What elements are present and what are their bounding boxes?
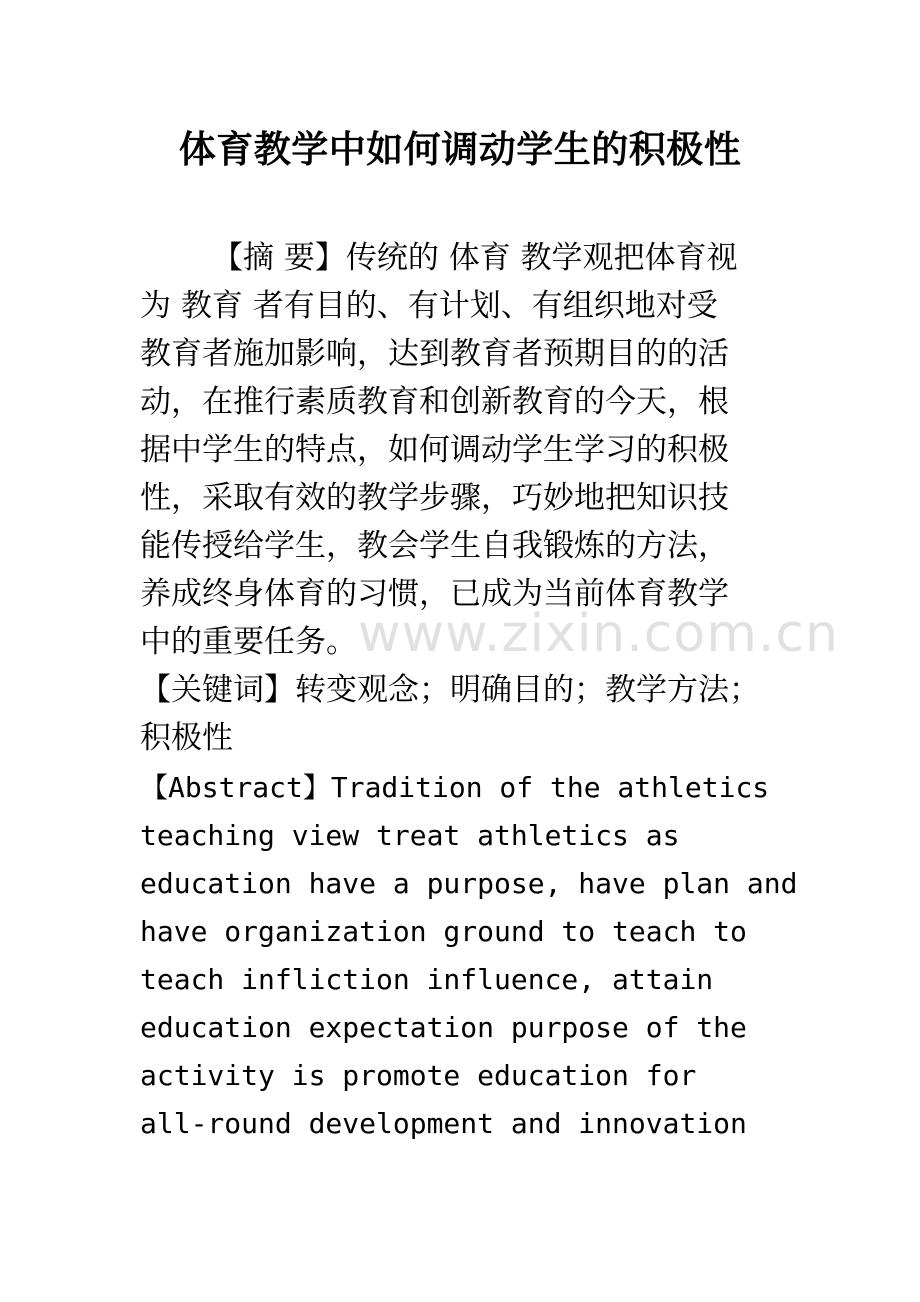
abstract-cn-line: 养成终身体育的习惯，已成为当前体育教学 <box>140 576 729 612</box>
abstract-cn-line: 为 教育 者有目的、有计划、有组织地对受 <box>140 288 718 324</box>
abstract-cn-line: 【摘 要】传统的 体育 教学观把体育视 <box>212 240 738 276</box>
watermark-text: www.zixin.com.cn <box>358 604 839 664</box>
abstract-en-line: all-round development and innovation <box>140 1107 747 1140</box>
abstract-en-line: education expectation purpose of the <box>140 1011 747 1044</box>
abstract-en-line: education have a purpose, have plan and <box>140 867 798 900</box>
abstract-cn-line: 动，在推行素质教育和创新教育的今天，根 <box>140 384 729 420</box>
document-title: 体育教学中如何调动学生的积极性 <box>178 128 742 171</box>
abstract-cn-line: 性，采取有效的教学步骤，巧妙地把知识技 <box>140 480 729 516</box>
abstract-en-line: activity is promote education for <box>140 1059 697 1092</box>
abstract-en-line: teach infliction influence, attain <box>140 963 714 996</box>
abstract-cn-line: 教育者施加影响，达到教育者预期目的的活 <box>140 336 729 372</box>
abstract-cn-line: 据中学生的特点，如何调动学生学习的积极 <box>140 432 729 468</box>
abstract-en-line: 【Abstract】Tradition of the athletics <box>140 771 770 804</box>
abstract-en-line: have organization ground to teach to <box>140 915 747 948</box>
keywords-cn-line: 积极性 <box>140 720 233 756</box>
abstract-en-line: teaching view treat athletics as <box>140 819 680 852</box>
abstract-cn-line: 中的重要任务。 <box>140 624 357 660</box>
keywords-cn-line: 【关键词】转变观念；明确目的；教学方法； <box>140 672 760 708</box>
abstract-cn-line: 能传授给学生，教会学生自我锻炼的方法， <box>140 528 729 564</box>
